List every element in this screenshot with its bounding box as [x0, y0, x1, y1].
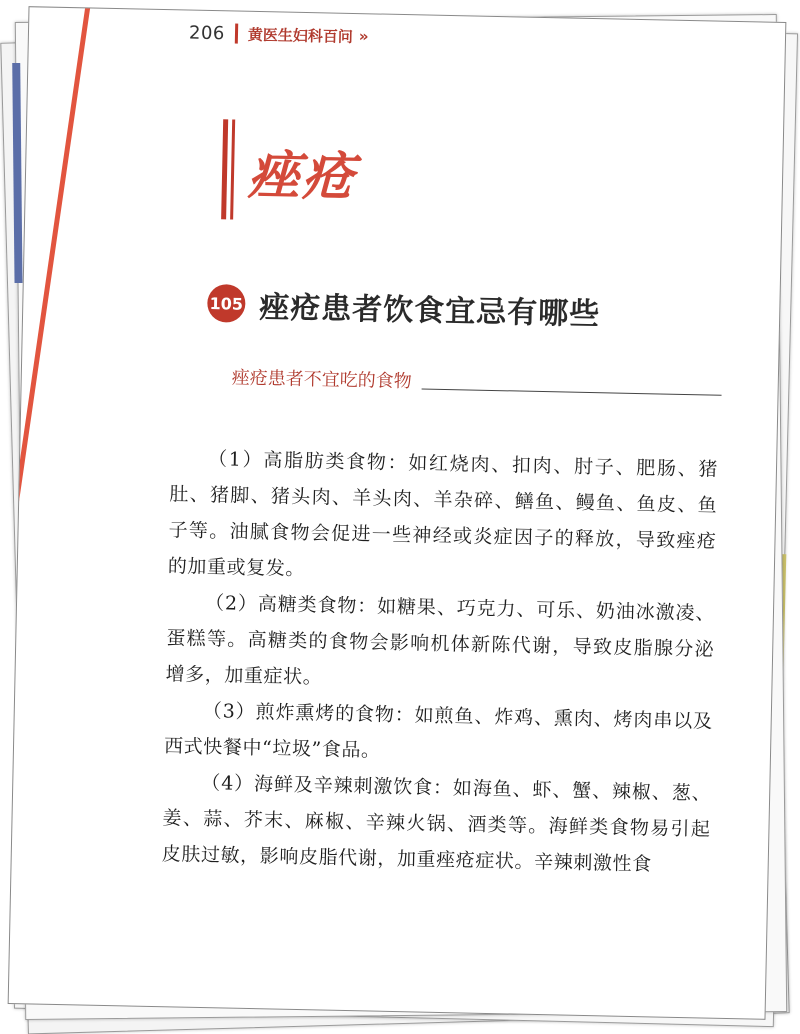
section-number-badge: 105	[207, 284, 246, 323]
header-divider	[235, 24, 238, 44]
chapter-heading	[221, 119, 357, 222]
chevron-right-icon: »	[358, 27, 369, 46]
section-title: 痤疮患者饮食宜忌有哪些	[258, 290, 601, 333]
chapter-title: 痤疮	[247, 145, 357, 208]
section-heading	[207, 281, 601, 333]
chapter-bar	[230, 119, 235, 219]
book-page	[8, 6, 787, 1020]
paragraph: （4）海鲜及辛辣刺激饮食：如海鱼、虾、蟹、辣椒、葱、姜、蒜、芥末、麻椒、辛辣火锅、酒类等。海鲜类食物易引起皮肤过敏，影响皮脂代谢，加重痤疮症状。辛辣刺激性食	[161, 771, 712, 876]
book-title: 黄医生妇科百问	[247, 25, 354, 46]
subheading-rule	[422, 388, 722, 395]
page-edge-stripe	[12, 63, 22, 283]
page-number: 206	[188, 22, 226, 44]
body-text	[161, 440, 718, 883]
subheading	[232, 364, 722, 400]
paragraph: （3）煎炸熏烤的食物：如煎鱼、炸鸡、熏肉、烤肉串以及西式快餐中“垃圾”食品。	[163, 699, 713, 762]
chapter-bar	[221, 119, 228, 219]
paragraph: （1）高脂肪类食物：如红烧肉、扣肉、肘子、肥肠、猪肚、猪脚、猪头肉、羊头肉、羊杂碎、鳝鱼、鳗鱼、鱼皮、鱼子等。油腻食物会促进一些神经或炎症因子的释放，导致痤疮的加重或复发。	[167, 448, 719, 581]
running-header	[189, 19, 369, 51]
subheading-text: 痤疮患者不宜吃的食物	[231, 367, 412, 393]
paragraph: （2）高糖类食物：如糖果、巧克力、可乐、奶油冰激凌、蛋糕等。高糖类的食物会影响机体新陈代谢，导致皮脂腺分泌增多，加重症状。	[165, 592, 716, 689]
